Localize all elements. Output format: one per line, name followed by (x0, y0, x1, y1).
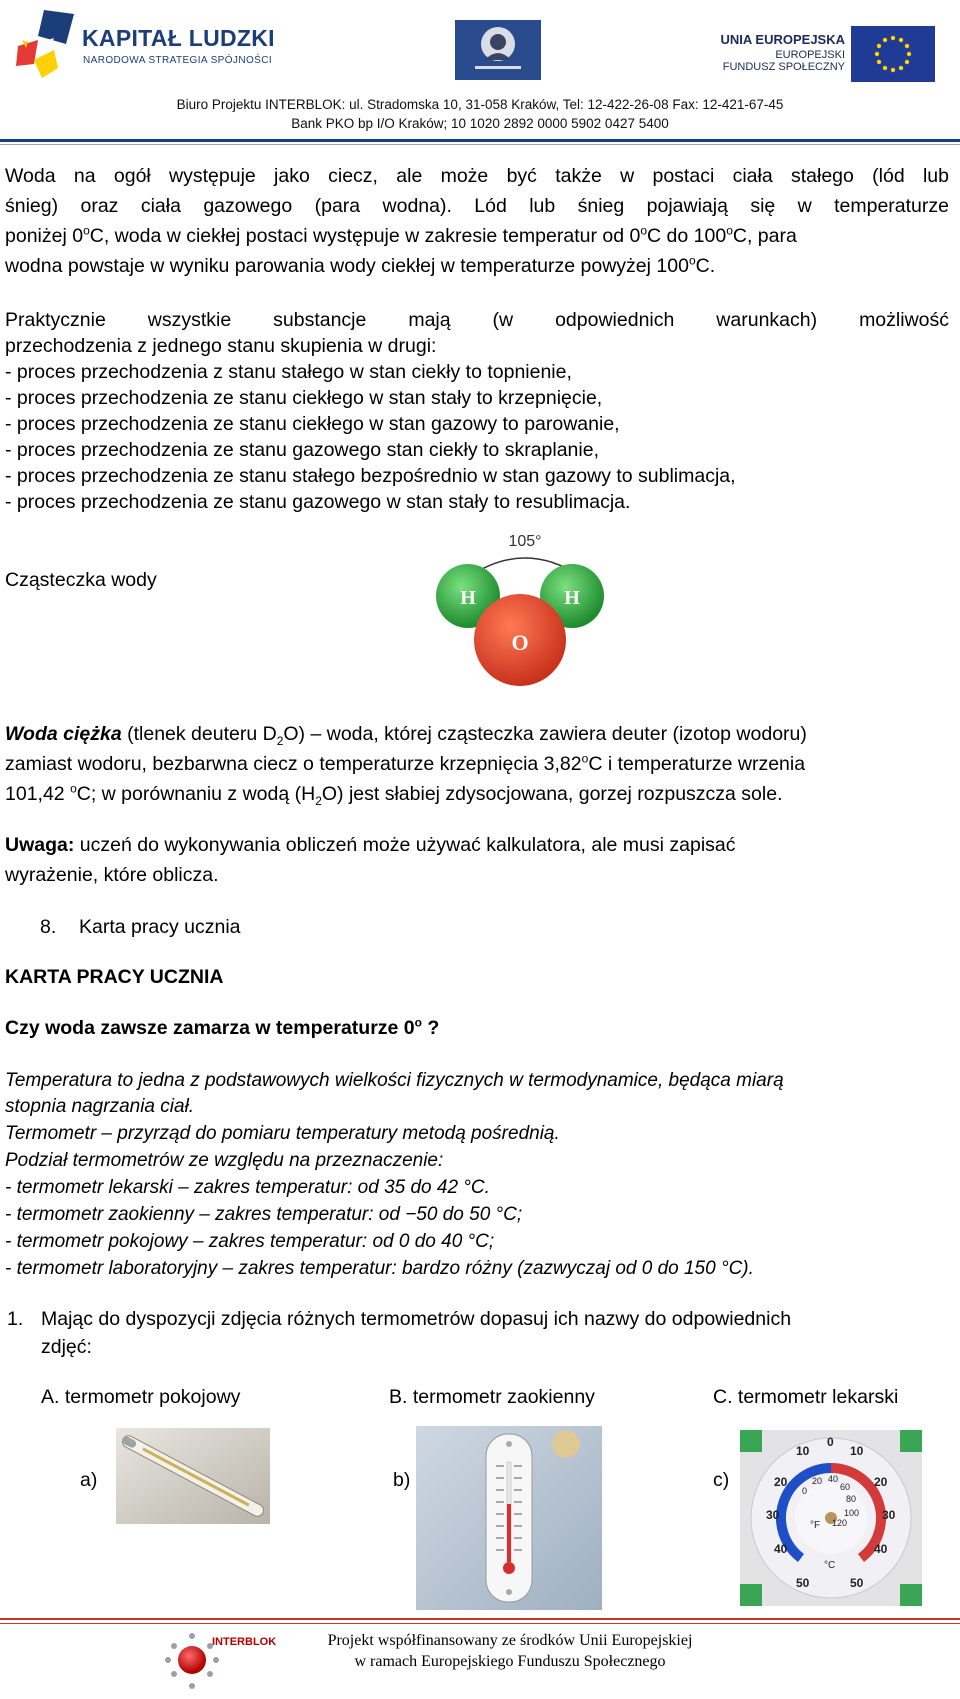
bank-account: Bank PKO bp I/O Kraków; 10 1020 2892 0000 5902 0427 5400 (291, 116, 669, 131)
eu-european-label: EUROPEJSKI (775, 49, 845, 61)
kapital-ludzki-emblem-icon (14, 6, 84, 86)
list-item: - proces przechodzenia ze stanu gazowego w stan stały to resublimacja. (5, 491, 631, 513)
dial-scale (740, 1430, 922, 1606)
task-line-2: zdjęć: (41, 1336, 92, 1358)
section-number: 8. (40, 916, 57, 938)
thermometer-definition: Termometr – przyrząd do pomiaru temperatury metodą pośrednią. (5, 1123, 560, 1144)
list-item: - termometr laboratoryjny – zakres temperatur: bardzo różny (zazwyczaj od 0 do 150 °C). (5, 1258, 754, 1279)
temperature-definition-2: stopnia nagrzania ciał. (5, 1096, 195, 1117)
dial-label: 50 (796, 1576, 810, 1590)
option-c: C. termometr lekarski (713, 1386, 899, 1408)
clinical-thermometer-photo (116, 1428, 270, 1524)
task-number: 1. (7, 1308, 24, 1330)
worksheet-question: Czy woda zawsze zamarza w temperaturze 0$^o$ ? (5, 1015, 440, 1039)
photo-label-b: b) (393, 1469, 411, 1491)
list-item: - termometr lekarski – zakres temperatur: od 35 do 42 °C. (5, 1177, 490, 1198)
dial-inner-label: 40 (828, 1474, 839, 1484)
dial-top-label: 0 (827, 1435, 834, 1449)
states-intro-line-1: Praktycznie wszystkie substancje mają (w odpowiednich warunkach) możliwość (5, 309, 949, 331)
intro-line-3: poniżej 0$^o$C, woda w ciekłej postaci występuje w zakresie temperatur od 0$^o$C do 100$^o$C, para (5, 223, 797, 247)
project-office-address: Biuro Projektu INTERBLOK: ul. Stradomska 10, 31-058 Kraków, Tel: 12-422-26-08 Fax: 12-421-67-45 (176, 97, 784, 112)
footer-divider-thin (0, 1623, 960, 1624)
states-intro-line-2: przechodzenia z jednego stanu skupienia w drugi: (5, 335, 437, 357)
eu-fund-text (721, 32, 845, 73)
dial-unit-c: °C (824, 1560, 836, 1571)
list-item: - termometr zaokienny – zakres temperatur: od −50 do 50 °C; (5, 1204, 523, 1225)
dial-inner-label: 100 (844, 1508, 860, 1518)
option-a: A. termometr pokojowy (41, 1386, 241, 1408)
list-item: - termometr pokojowy – zakres temperatur: od 0 do 40 °C; (5, 1231, 495, 1252)
list-item: - proces przechodzenia ze stanu ciekłego w stan stały to krzepnięcie, (5, 387, 603, 409)
eu-flag-icon (851, 26, 935, 82)
dial-inner-label: 20 (812, 1476, 823, 1486)
intro-line-4: wodna powstaje w wyniku parowania wody ciekłej w temperaturze powyżej 100$^o$C. (5, 253, 716, 277)
dial-label: 10 (796, 1444, 810, 1458)
footer-cofinancing-line-1: Projekt współfinansowany ze środków Unii Europejskiej (327, 1632, 693, 1649)
eu-social-fund-label: FUNDUSZ SPOŁECZNY (722, 61, 845, 73)
thermometer-types-intro: Podział termometrów ze względu na przeznaczenie: (5, 1150, 444, 1171)
heavy-water-line-1: Woda ciężka (tlenek deuteru $D_2O$) – woda, której cząsteczka zawiera deuter (izotop wodoru) (5, 723, 807, 748)
header-divider-thin (0, 144, 960, 145)
list-item: - proces przechodzenia ze stanu ciekłego w stan gazowy to parowanie, (5, 413, 620, 435)
intro-line-1: Woda na ogół występuje jako ciecz, ale może być także w postaci ciała stałego (lód lub (5, 165, 949, 187)
dial-label: 30 (882, 1508, 896, 1522)
dial-inner-label: 60 (840, 1482, 851, 1492)
interblok-logo-text: INTERBLOK (212, 1636, 277, 1648)
option-b: B. termometr zaokienny (389, 1386, 595, 1408)
list-item: - proces przechodzenia ze stanu gazowego stan ciekły to skraplanie, (5, 439, 599, 461)
kapital-ludzki-title: KAPITAŁ LUDZKI (82, 25, 275, 51)
dial-label: 20 (874, 1475, 888, 1489)
section-title: Karta pracy ucznia (79, 916, 241, 938)
footer-divider (0, 1618, 960, 1620)
room-thermometer-photo (740, 1430, 922, 1606)
intro-line-2: śnieg) oraz ciała gazowego (para wodna). Lód lub śnieg pojawiają się w temperaturze (5, 195, 949, 217)
dial-label: 40 (774, 1542, 788, 1556)
dial-label: 40 (874, 1542, 888, 1556)
oxygen-label: O (511, 630, 529, 655)
water-molecule-image (430, 528, 620, 693)
worksheet-heading: KARTA PRACY UCZNIA (5, 966, 224, 988)
molecule-caption: Cząsteczka wody (5, 569, 157, 591)
dial-label: 20 (774, 1475, 788, 1489)
dial-unit-f: °F (810, 1520, 821, 1531)
header-divider (0, 139, 960, 142)
photo-label-c: c) (713, 1469, 730, 1491)
dial-inner-label: 80 (846, 1494, 857, 1504)
photo-label-a: a) (80, 1469, 98, 1491)
heavy-water-line-2: zamiast wodoru, bezbarwna ciecz o temperaturze krzepnięcia 3,82$^o$C i temperaturze wrzenia (5, 751, 806, 775)
note-line-2: wyrażenie, które oblicza. (5, 864, 219, 886)
note-line-1: Uwaga: uczeń do wykonywania obliczeń może używać kalkulatora, ale musi zapisać (5, 834, 736, 856)
dial-inner-label: 0 (802, 1486, 808, 1496)
heavy-water-line-3: 101,42 $^o$C; w porównaniu z wodą $(H_2O)$ jest słabiej zdysocjowana, gorzej rozpuszcza sole. (5, 781, 783, 808)
dial-label: 30 (766, 1508, 780, 1522)
portrait-logo (455, 20, 541, 80)
heavy-water-term: Woda ciężka (5, 723, 122, 745)
kapital-ludzki-subtitle: NARODOWA STRATEGIA SPÓJNOŚCI (83, 55, 273, 66)
list-item: - proces przechodzenia ze stanu stałego bezpośrednio w stan gazowy to sublimacja, (5, 465, 736, 487)
dial-label: 10 (850, 1444, 864, 1458)
dial-label: 50 (850, 1576, 864, 1590)
list-item: - proces przechodzenia z stanu stałego w stan ciekły to topnienie, (5, 361, 572, 383)
note-label: Uwaga: (5, 834, 75, 856)
window-thermometer-photo (416, 1426, 602, 1610)
dial-inner-label: 120 (832, 1518, 848, 1528)
footer-cofinancing-line-2: w ramach Europejskiego Funduszu Społecznego (354, 1653, 666, 1670)
bond-angle-label: 105° (508, 533, 542, 550)
task-line-1: Mając do dyspozycji zdjęcia różnych termometrów dopasuj ich nazwy do odpowiednich (41, 1308, 792, 1330)
temperature-definition-1: Temperatura to jedna z podstawowych wielkości fizycznych w termodynamice, będąca miarą (5, 1070, 784, 1091)
eu-union-label: UNIA EUROPEJSKA (720, 32, 845, 47)
hydrogen-label-left: H (460, 587, 476, 609)
hydrogen-label-right: H (564, 587, 580, 609)
